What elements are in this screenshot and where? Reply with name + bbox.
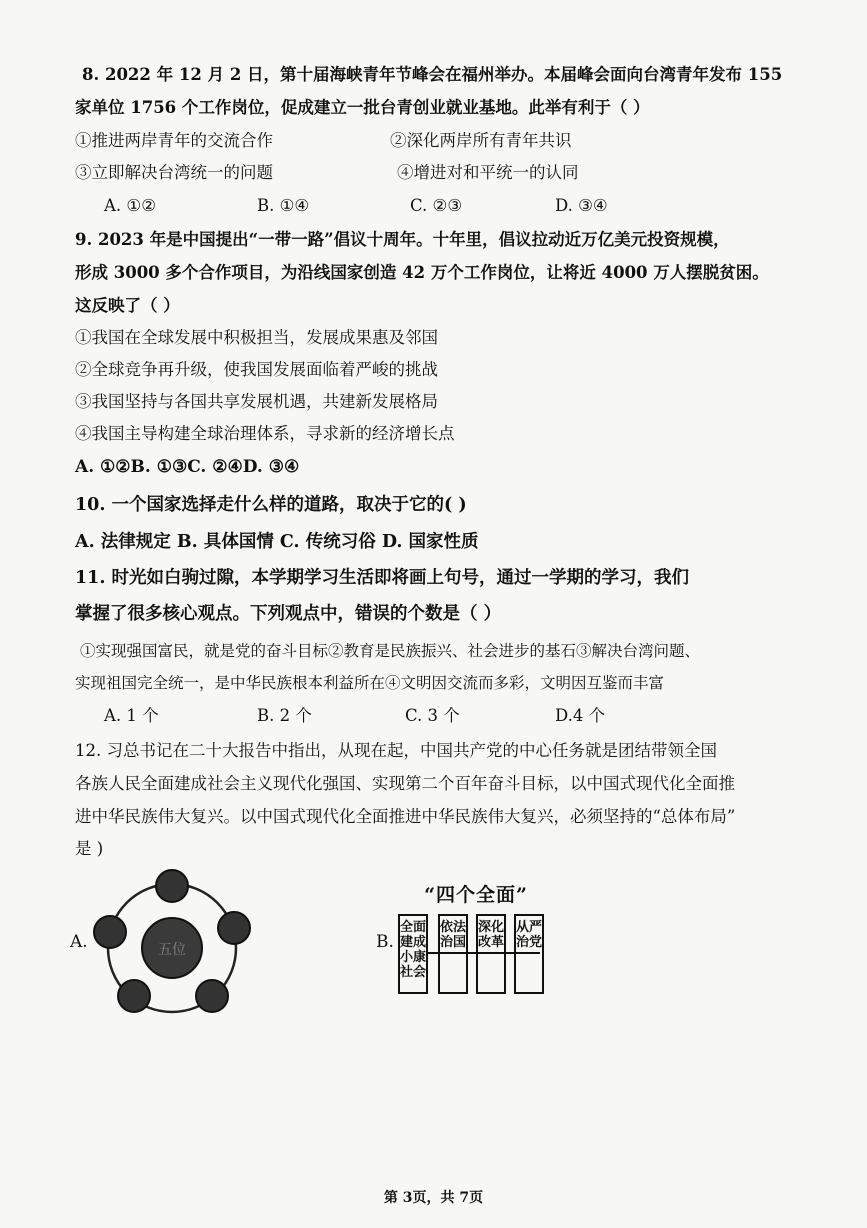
q11-option-c: C. 3 个 [405, 706, 460, 725]
q9-statement-2: ②全球竞争再升级，使我国发展面临着严峻的挑战 [75, 360, 438, 379]
node-left [94, 916, 126, 948]
q11-option-a: A. 1 个 [104, 706, 159, 725]
page-footer: 第 3页，共 7页 [383, 1190, 484, 1206]
q8-stem-line2: 家单位 1756 个工作岗位，促成建立一批台青创业就业基地。此举有利于（ ） [75, 98, 650, 117]
q8-statement-3: ③立即解决台湾统一的问题 [75, 163, 273, 182]
q11-statements-line2: 实现祖国完全统一，是中华民族根本利益所在④文明因交流而多彩，文明因互鉴而丰富 [75, 674, 665, 692]
q8-statement-2: ②深化两岸所有青年共识 [390, 131, 572, 150]
q9-options: A. ①②B. ①③C. ②④D. ③④ [75, 457, 300, 477]
q12-option-b-label: B. [376, 932, 394, 952]
four-comprehensives-diagram [396, 880, 556, 1000]
q8-option-a: A. ①② [104, 196, 156, 215]
box-xiaokang: 全面建成小康社会 [398, 914, 428, 994]
q12-stem-line4: 是 ) [75, 839, 104, 858]
q11-option-b: B. 2 个 [257, 706, 312, 725]
q9-stem-line1: 9. 2023 年是中国提出“一带一路”倡议十周年。十年里，倡议拉动近万亿美元投资规模， [75, 230, 730, 249]
q8-option-d: D. ③④ [555, 196, 608, 215]
center-label: 五位 [158, 942, 186, 958]
q12-stem-line2: 各族人民全面建成社会主义现代化强国、实现第二个百年奋斗目标，以中国式现代化全面推 [75, 774, 735, 793]
q9-statement-4: ④我国主导构建全球治理体系，寻求新的经济增长点 [75, 424, 455, 443]
q8-stem-line1: 8. 2022 年 12 月 2 日，第十届海峡青年节峰会在福州举办。本届峰会面向台湾青年发布 155 [82, 65, 783, 84]
q11-option-d: D.4 个 [555, 706, 606, 725]
q9-stem-line3: 这反映了（ ） [75, 296, 180, 315]
q8-option-c: C. ②③ [410, 196, 463, 215]
node-bottom-left [118, 980, 150, 1012]
q11-stem-line2: 掌握了很多核心观点。下列观点中，错误的个数是（ ） [75, 604, 502, 624]
q8-option-b: B. ①④ [257, 196, 310, 215]
box-gaige: 深化改革 [476, 914, 506, 994]
five-in-one-wheel-diagram [92, 868, 252, 1028]
q12-stem-line1: 12. 习总书记在二十大报告中指出，从现在起，中国共产党的中心任务就是团结带领全国 [75, 741, 717, 760]
node-right [218, 912, 250, 944]
node-top [156, 870, 188, 902]
node-bottom-right [196, 980, 228, 1012]
q11-stem-line1: 11. 时光如白驹过隙，本学期学习生活即将画上句号，通过一学期的学习，我们 [75, 568, 690, 588]
q11-statements-line1: ①实现强国富民，就是党的奋斗目标②教育是民族振兴、社会进步的基石③解决台湾问题、 [80, 642, 701, 660]
box-zhidang: 从严治党 [514, 914, 544, 994]
q9-stem-line2: 形成 3000 多个合作项目，为沿线国家创造 42 万个工作岗位，让将近 4000 万人摆脱贫困。 [75, 263, 769, 282]
q12-option-a-label: A. [70, 932, 88, 952]
q8-statement-1: ①推进两岸青年的交流合作 [75, 131, 273, 150]
q10-stem: 10. 一个国家选择走什么样的道路，取决于它的( ) [75, 495, 467, 515]
q12-stem-line3: 进中华民族伟大复兴。以中国式现代化全面推进中华民族伟大复兴，必须坚持的“总体布局” [75, 807, 736, 826]
box-fazhi: 依法治国 [438, 914, 468, 994]
q10-options: A. 法律规定 B. 具体国情 C. 传统习俗 D. 国家性质 [75, 532, 479, 552]
q9-statement-1: ①我国在全球发展中积极担当，发展成果惠及邻国 [75, 328, 438, 347]
four-comprehensives-title: “四个全面” [424, 884, 528, 906]
q9-statement-3: ③我国坚持与各国共享发展机遇，共建新发展格局 [75, 392, 438, 411]
q8-statement-4: ④增进对和平统一的认同 [397, 163, 579, 182]
